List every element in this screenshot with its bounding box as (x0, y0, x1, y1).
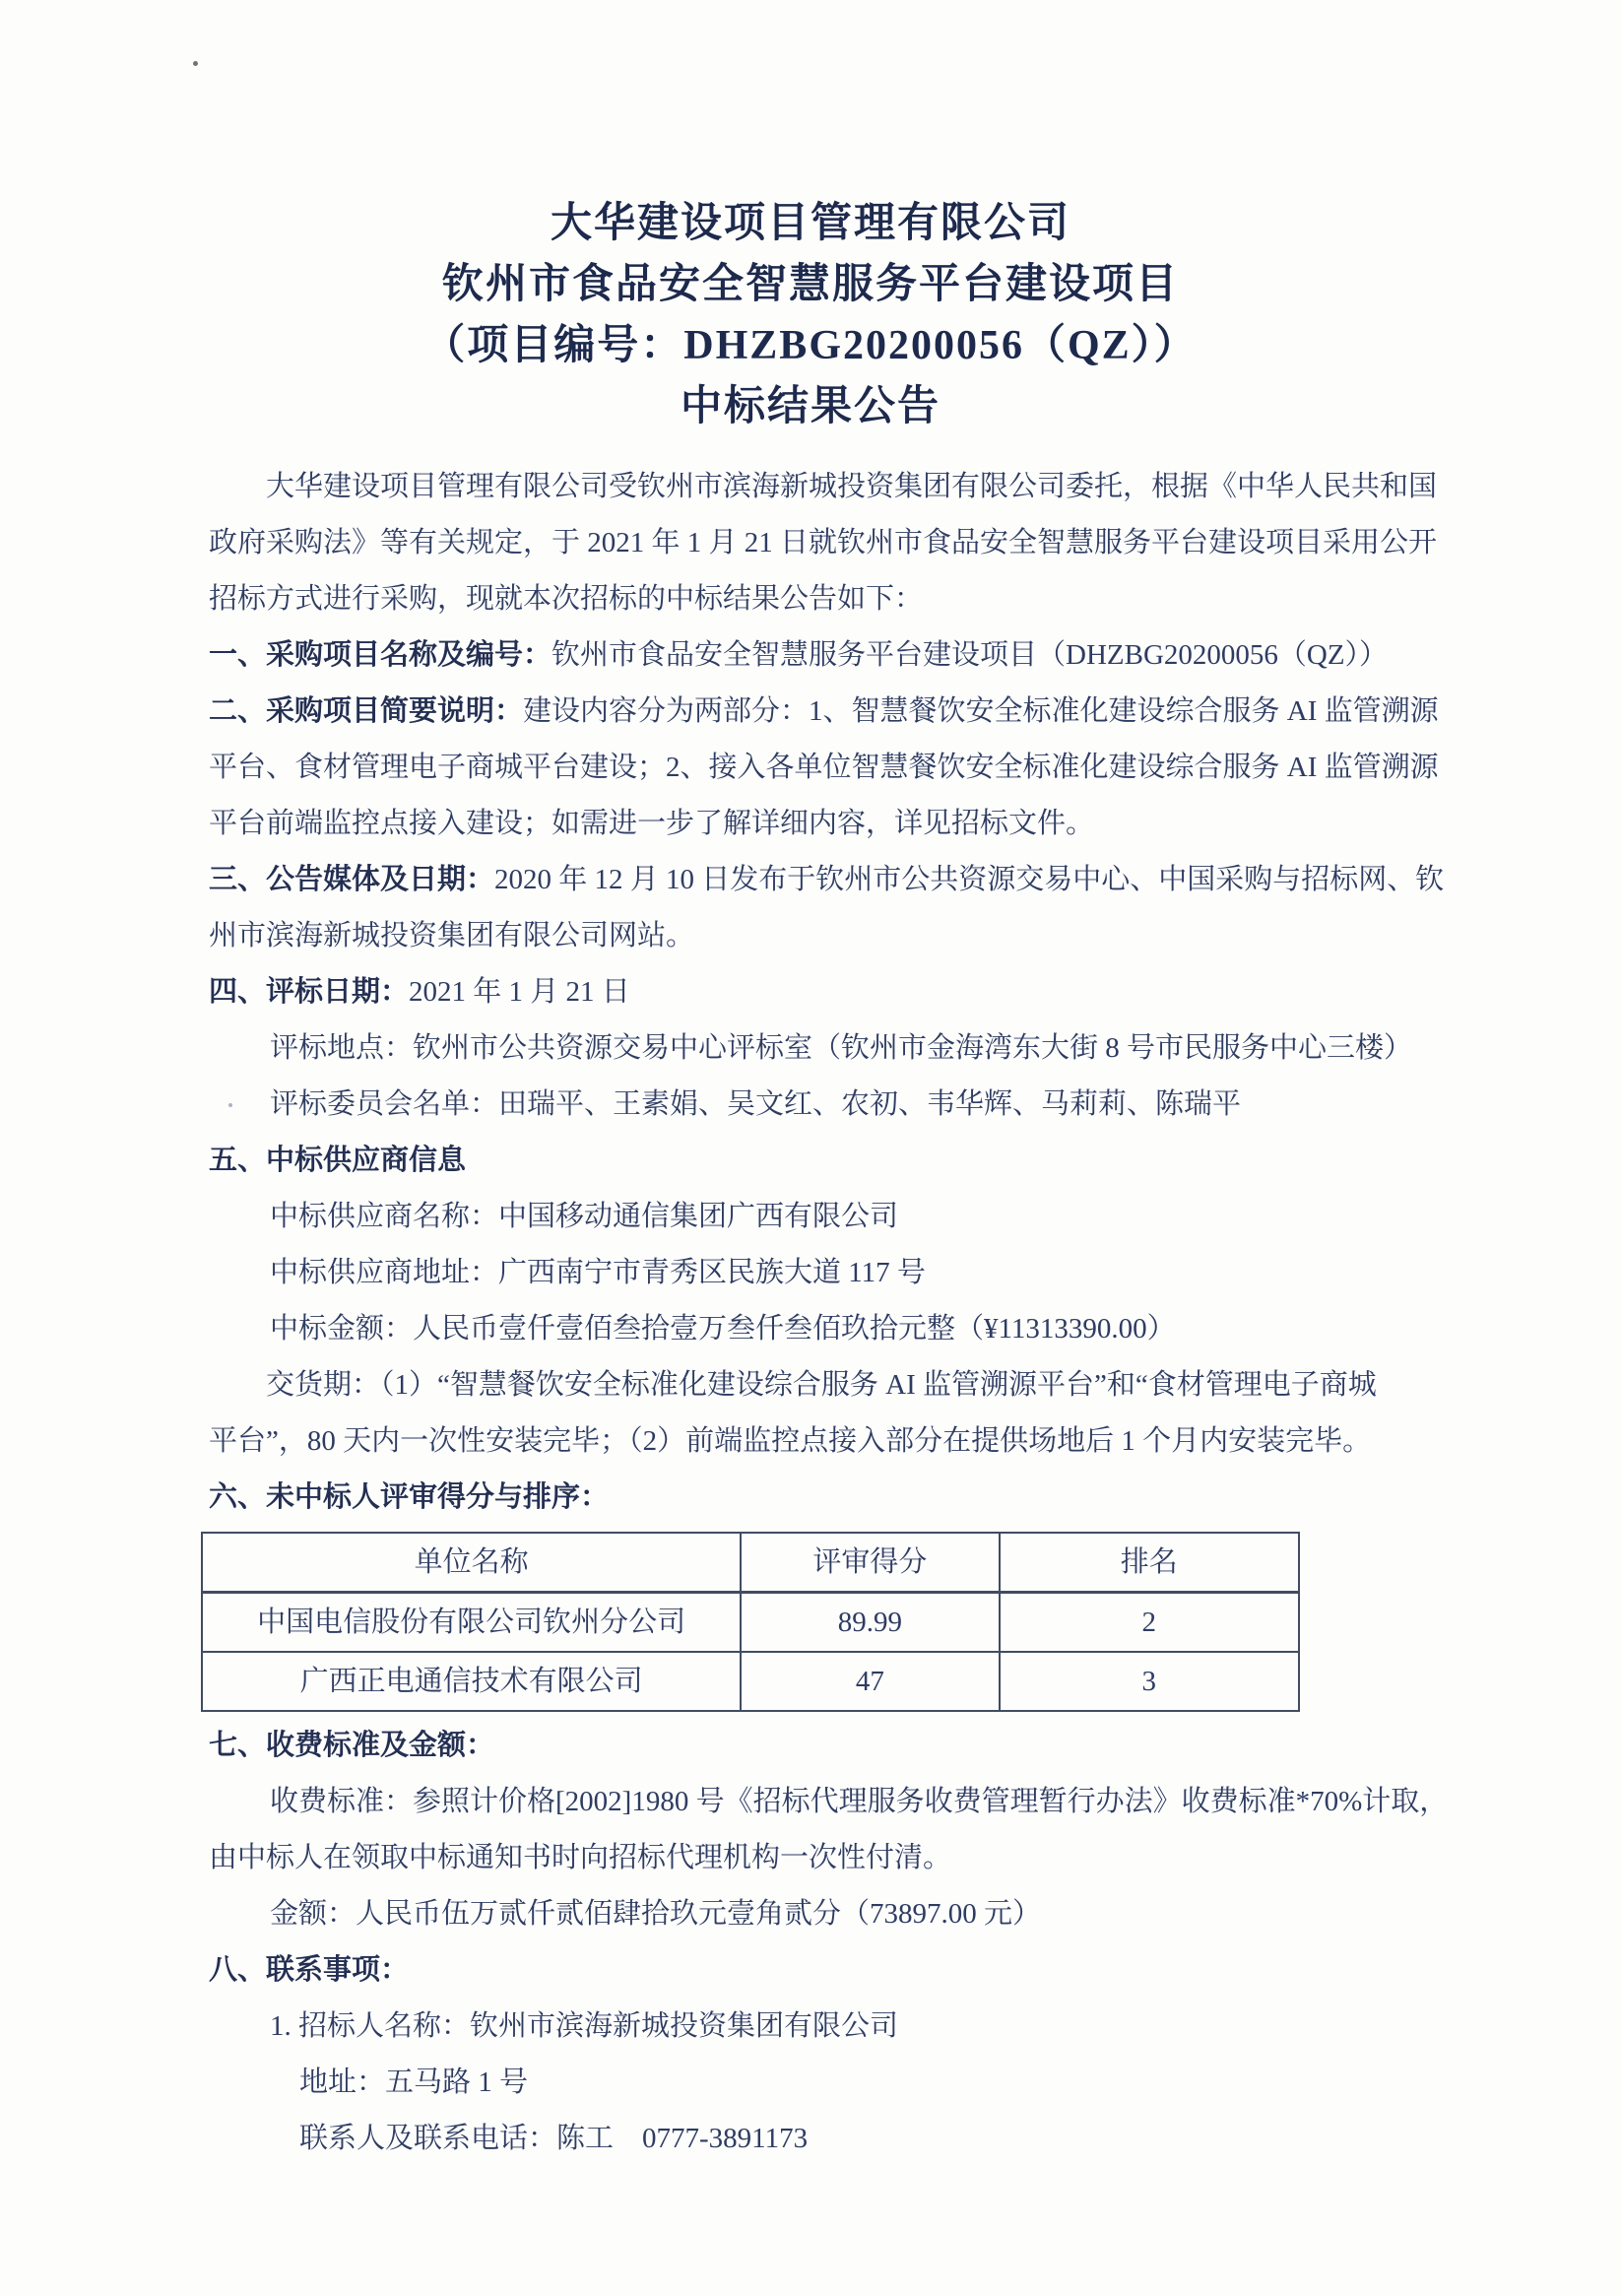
winning-supplier-name-line: 中标供应商名称：中国移动通信集团广西有限公司 (270, 1201, 899, 1232)
losing-bidders-score-table (201, 1532, 1300, 1712)
title-project-number: （项目编号：DHZBG20200056（QZ）） (423, 323, 1198, 368)
intro-line-2: 政府采购法》等有关规定，于 2021 年 1 月 21 日就钦州市食品安全智慧服务平台建设项目采用公开 (209, 527, 1438, 558)
table-header-score: 评审得分 (741, 1533, 999, 1593)
bidder-name: 广西正电通信技术有限公司 (202, 1652, 741, 1711)
intro-line-3: 招标方式进行采购，现就本次招标的中标结果公告如下： (209, 583, 924, 615)
section-5-heading: 五、中标供应商信息 (209, 1145, 467, 1176)
bidder-score: 47 (741, 1652, 999, 1711)
section-3-text-1: 2020 年 12 月 10 日发布于钦州市公共资源交易中心、中国采购与招标网、钦 (494, 864, 1445, 895)
winning-supplier-address-line: 中标供应商地址：广西南宁市青秀区民族大道 117 号 (270, 1257, 926, 1288)
section-4-heading: 四、评标日期： (209, 976, 410, 1008)
table-header-rank: 排名 (1000, 1533, 1299, 1593)
bidder-score: 89.99 (741, 1593, 999, 1653)
tenderer-address-line: 地址：五马路 1 号 (299, 2066, 529, 2098)
section-1-text: 钦州市食品安全智慧服务平台建设项目（DHZBG20200056（QZ）） (551, 639, 1389, 671)
fee-amount-line: 金额：人民币伍万贰仟贰佰肆拾玖元壹角贰分（73897.00 元） (270, 1898, 1042, 1930)
bidder-rank: 3 (1000, 1652, 1299, 1711)
table-header-company: 单位名称 (202, 1533, 741, 1593)
table-row (202, 1593, 1299, 1653)
section-4-line (209, 964, 1450, 1020)
fee-standard-line-2: 由中标人在领取中标通知书时向招标代理机构一次性付清。 (209, 1842, 952, 1873)
winning-amount-line: 中标金额：人民币壹仟壹佰叁拾壹万叁仟叁佰玖拾元整（¥11313390.00） (270, 1313, 1176, 1345)
bidder-rank: 2 (1000, 1593, 1299, 1653)
section-3-heading: 三、公告媒体及日期： (209, 864, 495, 895)
document-body (209, 459, 1450, 2167)
contact-phone-line: 联系人及联系电话：陈工 0777-3891173 (299, 2123, 809, 2154)
section-6-heading-line (209, 1470, 1450, 1526)
section-1-heading: 一、采购项目名称及编号： (209, 639, 552, 671)
section-5-heading-line (209, 1133, 1450, 1189)
section-2-line-2: 平台、食材管理电子商城平台建设；2、接入各单位智慧餐饮安全标准化建设综合服务 AI 监管溯源 (209, 752, 1439, 783)
section-2-text-1: 建设内容分为两部分：1、智慧餐饮安全标准化建设综合服务 AI 监管溯源 (523, 695, 1439, 727)
tenderer-name-line: 1. 招标人名称：钦州市滨海新城投资集团有限公司 (270, 2010, 899, 2042)
title-project: 钦州市食品安全智慧服务平台建设项目 (441, 262, 1179, 307)
section-6-heading: 六、未中标人评审得分与排序： (209, 1481, 610, 1513)
bidder-name: 中国电信股份有限公司钦州分公司 (202, 1593, 741, 1653)
fee-standard-line-1: 收费标准：参照计价格[2002]1980 号《招标代理服务收费管理暂行办法》收费标准*70%计取， (270, 1786, 1449, 1817)
section-3-line-1 (209, 852, 1450, 908)
table-header-row (202, 1533, 1299, 1593)
section-2-line-1 (209, 684, 1450, 740)
title-announcement-type: 中标结果公告 (680, 384, 940, 429)
delivery-term-line-1: 交货期：（1）“智慧餐饮安全标准化建设综合服务 AI 监管溯源平台”和“食材管理电子商城 (266, 1369, 1377, 1401)
section-7-heading-line (209, 1718, 1450, 1774)
intro-line-1: 大华建设项目管理有限公司受钦州市滨海新城投资集团有限公司委托，根据《中华人民共和国 (266, 471, 1438, 502)
section-2-line-3: 平台前端监控点接入建设；如需进一步了解详细内容，详见招标文件。 (209, 808, 1095, 839)
section-3-line-2: 州市滨海新城投资集团有限公司网站。 (209, 920, 695, 951)
delivery-term-line-2: 平台”，80 天内一次性安装完毕；（2）前端监控点接入部分在提供场地后 1 个月内安装完毕。 (209, 1425, 1372, 1457)
scan-speck-top (193, 61, 198, 66)
evaluation-committee-line: 评标委员会名单：田瑞平、王素娟、吴文红、农初、韦华辉、马莉莉、陈瑞平 (270, 1088, 1242, 1120)
document-title-block (0, 193, 1621, 437)
title-company: 大华建设项目管理有限公司 (550, 201, 1070, 246)
evaluation-date: 2021 年 1 月 21 日 (409, 976, 630, 1008)
table-row (202, 1652, 1299, 1711)
section-1-line (209, 627, 1450, 684)
section-8-heading-line (209, 1942, 1450, 1999)
evaluation-venue-line: 评标地点：钦州市公共资源交易中心评标室（钦州市金海湾东大街 8 号市民服务中心三楼） (270, 1032, 1413, 1064)
section-2-heading: 二、采购项目简要说明： (209, 695, 524, 727)
section-8-heading: 八、联系事项： (209, 1954, 410, 1986)
section-7-heading: 七、收费标准及金额： (209, 1730, 495, 1761)
